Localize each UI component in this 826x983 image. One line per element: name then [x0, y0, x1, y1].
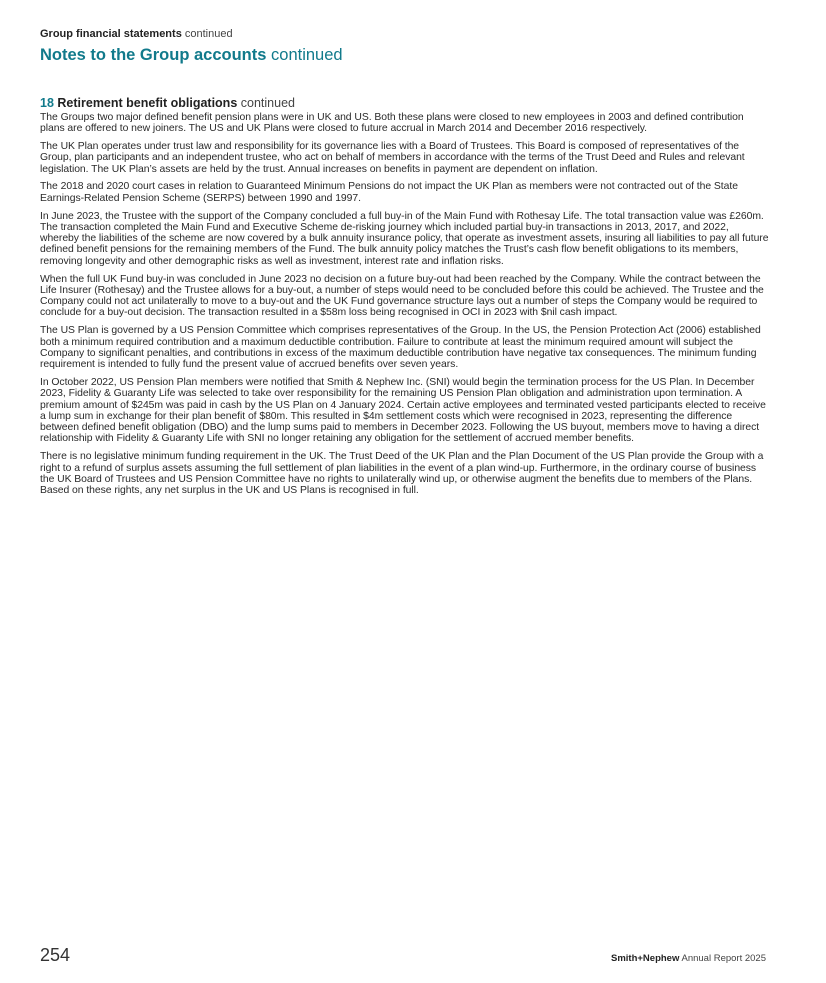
section-label: [40, 27, 343, 41]
section-label-text: Group financial statements: [40, 28, 182, 40]
paragraph: In October 2022, US Pension Plan members were notified that Smith & Nephew Inc. (SNI) would begin the termination process for the US Plan. In December 2023, Fidelity & Guaranty Life was selected to take over responsibility for the remaining US Pension Plan obligation and administration upon termination. A premium amount of $245m was paid in cash by the US Plan on 4 January 2024. Certain active employees and terminated vested participants elected to receive a lump sum in exchange for their plan benefit of $80m. This resulted in $4m settlement costs which were recognised in 2023, representing the difference between defined benefit obligation (DBO) and the lump sums paid to members in December 2023. Following the US buyout, members move to having a direct relationship with Fidelity & Guaranty Life with SNI no longer retaining any obligation for the settlement of accrued member benefits.: [40, 376, 766, 445]
paragraph: The UK Plan operates under trust law and responsibility for its governance lies with a Board of Trustees. This Board is composed of representatives of the Group, plan participants and an independent trustee, who act on behalf of members in accordance with the terms of the Trust Deed and Rules and relevant legislation. The UK Plan’s assets are held by the trust. Annual increases on benefits in payment are dependent on inflation.: [40, 141, 745, 175]
page-title-suffix: continued: [271, 46, 343, 64]
brand-name: Smith+Nephew: [610, 953, 680, 964]
page-title-text: Notes to the Group accounts: [40, 46, 267, 64]
report-footer: [611, 953, 766, 964]
paragraph: The Groups two major defined benefit pension plans were in UK and US. Both these plans were closed to new employees in 2003 and defined contribution plans are offered to new joiners. The US and UK Plans were closed to future accrual in March 2014 and December 2016 respectively.: [40, 112, 744, 135]
note-content: [40, 96, 770, 503]
page-header: [40, 27, 343, 65]
paragraph: The 2018 and 2020 court cases in relation to Guaranteed Minimum Pensions do not impact the UK Plan as members were not contracted out of the State Earnings-Related Pension Scheme (SERPS) between 1990 and 1997.: [40, 181, 738, 204]
page-title: [40, 45, 343, 65]
note-heading: [40, 96, 770, 111]
paragraph: There is no legislative minimum funding requirement in the UK. The Trust Deed of the UK Plan and the Plan Document of the US Plan provide the Group with a right to a refund of surplus assets assuming the full settlement of plan liabilities in the event of a plan wind-up. Furthermore, in the ordinary course of business the UK Board of Trustees and US Pension Committee have no rights to unilaterally wind up, or otherwise augment the benefits due to members of the Plans. Based on these rights, any net surplus in the UK and US Plans is recognised in full.: [40, 451, 764, 497]
note-title-suffix: continued: [240, 96, 295, 110]
paragraph: The US Plan is governed by a US Pension Committee which comprises representatives of the Group. In the US, the Pension Protection Act (2006) established both a minimum required contribution and a maximum deductible contribution. Failure to contribute at least the minimum required amount will subject the Company to significant penalties, and contributions in excess of the maximum deductible contribution have negative tax consequences. The minimum funding requirement is intended to fully fund the present value of accrued benefits over seven years.: [40, 325, 761, 371]
report-name: Annual Report 2025: [681, 953, 766, 964]
page-number: 254: [40, 945, 71, 965]
section-label-suffix: continued: [184, 28, 233, 40]
note-number: 18: [40, 96, 54, 110]
note-title: Retirement benefit obligations: [57, 96, 238, 110]
paragraph: When the full UK Fund buy-in was concluded in June 2023 no decision on a future buy-out had been reached by the Company. While the contract between the Life Insurer (Rothesay) and the Trustee allows for a buy-out, a number of steps would need to be concluded before this could be achieved. The Trustee and the Company could not act unilaterally to move to a buy-out and the UK Fund governance structure lays out a number of steps the Company would be required to conclude for a buy-out decision. The transaction resulted in a $58m loss being recognised in OCI in 2023 with $nil cash impact.: [40, 273, 764, 319]
paragraph: In June 2023, the Trustee with the support of the Company concluded a full buy-in of the Main Fund with Rothesay Life. The total transaction value was £260m. The transaction completed the Main Fund and Executive Scheme de-risking journey which included partial buy-in transactions in 2013, 2017, and 2022, whereby the liabilities of the scheme are now covered by a bulk annuity insurance policy, that operate as investment assets, insuring all liabilities to pay all future defined benefit pensions for the remaining members of the Fund. The bulk annuity policy matches the Trust’s cash flow benefit obligations to its members, removing longevity and other demographic risks as well as investment, interest rate and inflation risks.: [40, 210, 769, 267]
